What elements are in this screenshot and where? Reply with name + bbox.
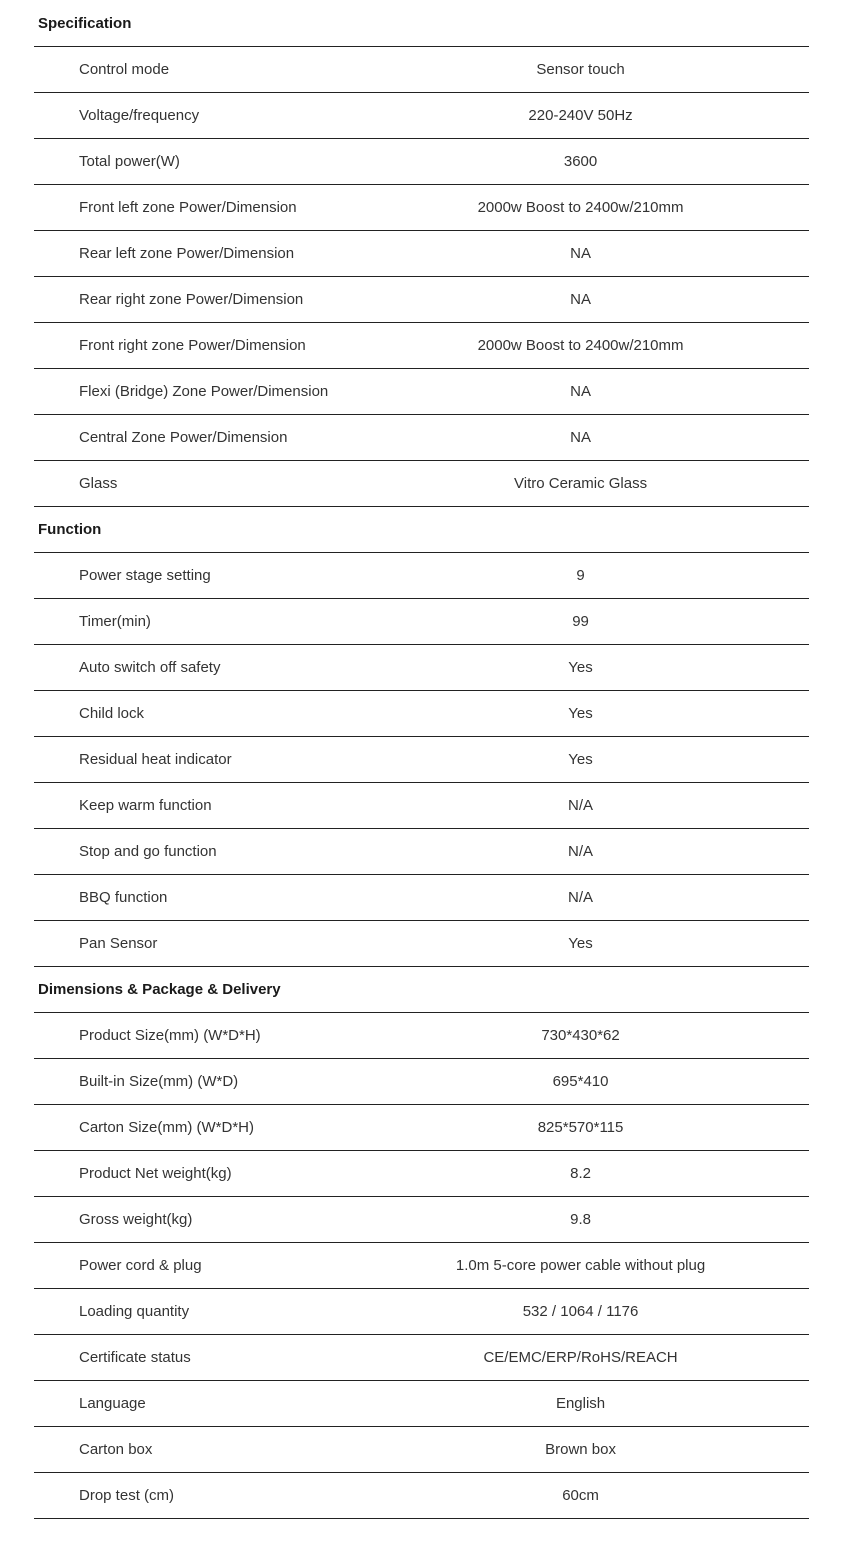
row-value: NA [570,291,591,308]
table-row [34,1335,809,1381]
table-row [34,1197,809,1243]
row-label: Child lock [79,705,145,722]
table-row [34,737,809,783]
table-row [34,139,809,185]
table-row [34,553,809,599]
row-value: Sensor touch [536,61,625,78]
row-label: Voltage/frequency [79,107,200,124]
row-value: 3600 [563,153,598,170]
table-row [34,1151,809,1197]
row-value: 1.0m 5-core power cable without plug [455,1257,706,1274]
row-label: Keep warm function [79,797,212,814]
row-value: 532 / 1064 / 1176 [522,1303,639,1320]
table-row [34,599,809,645]
row-label: Product Net weight(kg) [79,1165,232,1182]
table-row [34,1473,809,1519]
table-row [34,1289,809,1335]
row-label: BBQ function [79,889,168,906]
table-row [34,277,809,323]
row-value: 60cm [562,1487,599,1504]
row-label: Power cord & plug [79,1257,202,1274]
row-label: Central Zone Power/Dimension [79,429,288,446]
row-label: Carton Size(mm) (W*D*H) [79,1119,255,1136]
row-value: 99 [572,613,589,630]
table-row [34,369,809,415]
row-label: Auto switch off safety [79,659,221,676]
row-value: NA [570,383,591,400]
table-row [34,1105,809,1151]
row-value: 8.2 [570,1165,591,1182]
row-value: 695*410 [552,1073,609,1090]
row-value: Yes [568,935,593,952]
table-row [34,185,809,231]
section-header [34,1,809,47]
row-label: Timer(min) [79,613,151,630]
row-label: Glass [79,475,118,492]
row-label: Rear left zone Power/Dimension [79,245,295,262]
row-value: CE/EMC/ERP/RoHS/REACH [483,1349,678,1366]
row-label: Front left zone Power/Dimension [79,199,297,216]
row-value: Vitro Ceramic Glass [514,475,648,492]
row-label: Drop test (cm) [79,1487,175,1504]
table-row [34,1013,809,1059]
row-label: Total power(W) [79,153,180,170]
row-label: Power stage setting [79,567,211,584]
row-value: Yes [568,659,593,676]
table-row [34,47,809,93]
row-label: Language [79,1395,146,1412]
table-row [34,829,809,875]
row-value: Yes [568,705,593,722]
row-label: Certificate status [79,1349,191,1366]
row-label: Rear right zone Power/Dimension [79,291,304,308]
table-row [34,415,809,461]
table-row [34,1243,809,1289]
section-header [34,967,809,1013]
row-label: Pan Sensor [79,935,158,952]
row-label: Control mode [79,61,170,78]
table-row [34,231,809,277]
section-title: Dimensions & Package & Delivery [38,981,281,998]
row-value: Brown box [545,1441,616,1458]
row-label: Carton box [79,1441,153,1458]
row-label: Built-in Size(mm) (W*D) [79,1073,239,1090]
table-row [34,921,809,967]
row-label: Loading quantity [79,1303,190,1320]
row-value: 2000w Boost to 2400w/210mm [477,337,684,354]
row-label: Gross weight(kg) [79,1211,193,1228]
row-value: N/A [568,889,594,906]
row-label: Stop and go function [79,843,217,860]
table-row [34,323,809,369]
section-header [34,507,809,553]
table-row [34,875,809,921]
table-row [34,1427,809,1473]
row-label: Front right zone Power/Dimension [79,337,306,354]
row-value: English [555,1395,606,1412]
table-row [34,691,809,737]
section-title: Specification [38,15,132,32]
row-label: Product Size(mm) (W*D*H) [79,1027,261,1044]
row-label: Flexi (Bridge) Zone Power/Dimension [79,383,329,400]
row-value: 9.8 [570,1211,591,1228]
table-row [34,783,809,829]
section-title: Function [38,521,102,538]
row-value: N/A [568,797,594,814]
row-value: 9 [576,567,585,584]
row-value: NA [570,245,591,262]
row-value: N/A [568,843,594,860]
table-row [34,1381,809,1427]
row-value: NA [570,429,591,446]
table-row [34,645,809,691]
row-value: Yes [568,751,593,768]
row-value: 730*430*62 [541,1027,620,1044]
row-label: Residual heat indicator [79,751,232,768]
row-value: 2000w Boost to 2400w/210mm [477,199,684,216]
row-value: 220-240V 50Hz [528,107,633,124]
specification-table [34,1,809,1519]
table-row [34,1059,809,1105]
table-row [34,461,809,507]
table-row [34,93,809,139]
row-value: 825*570*115 [537,1119,624,1136]
